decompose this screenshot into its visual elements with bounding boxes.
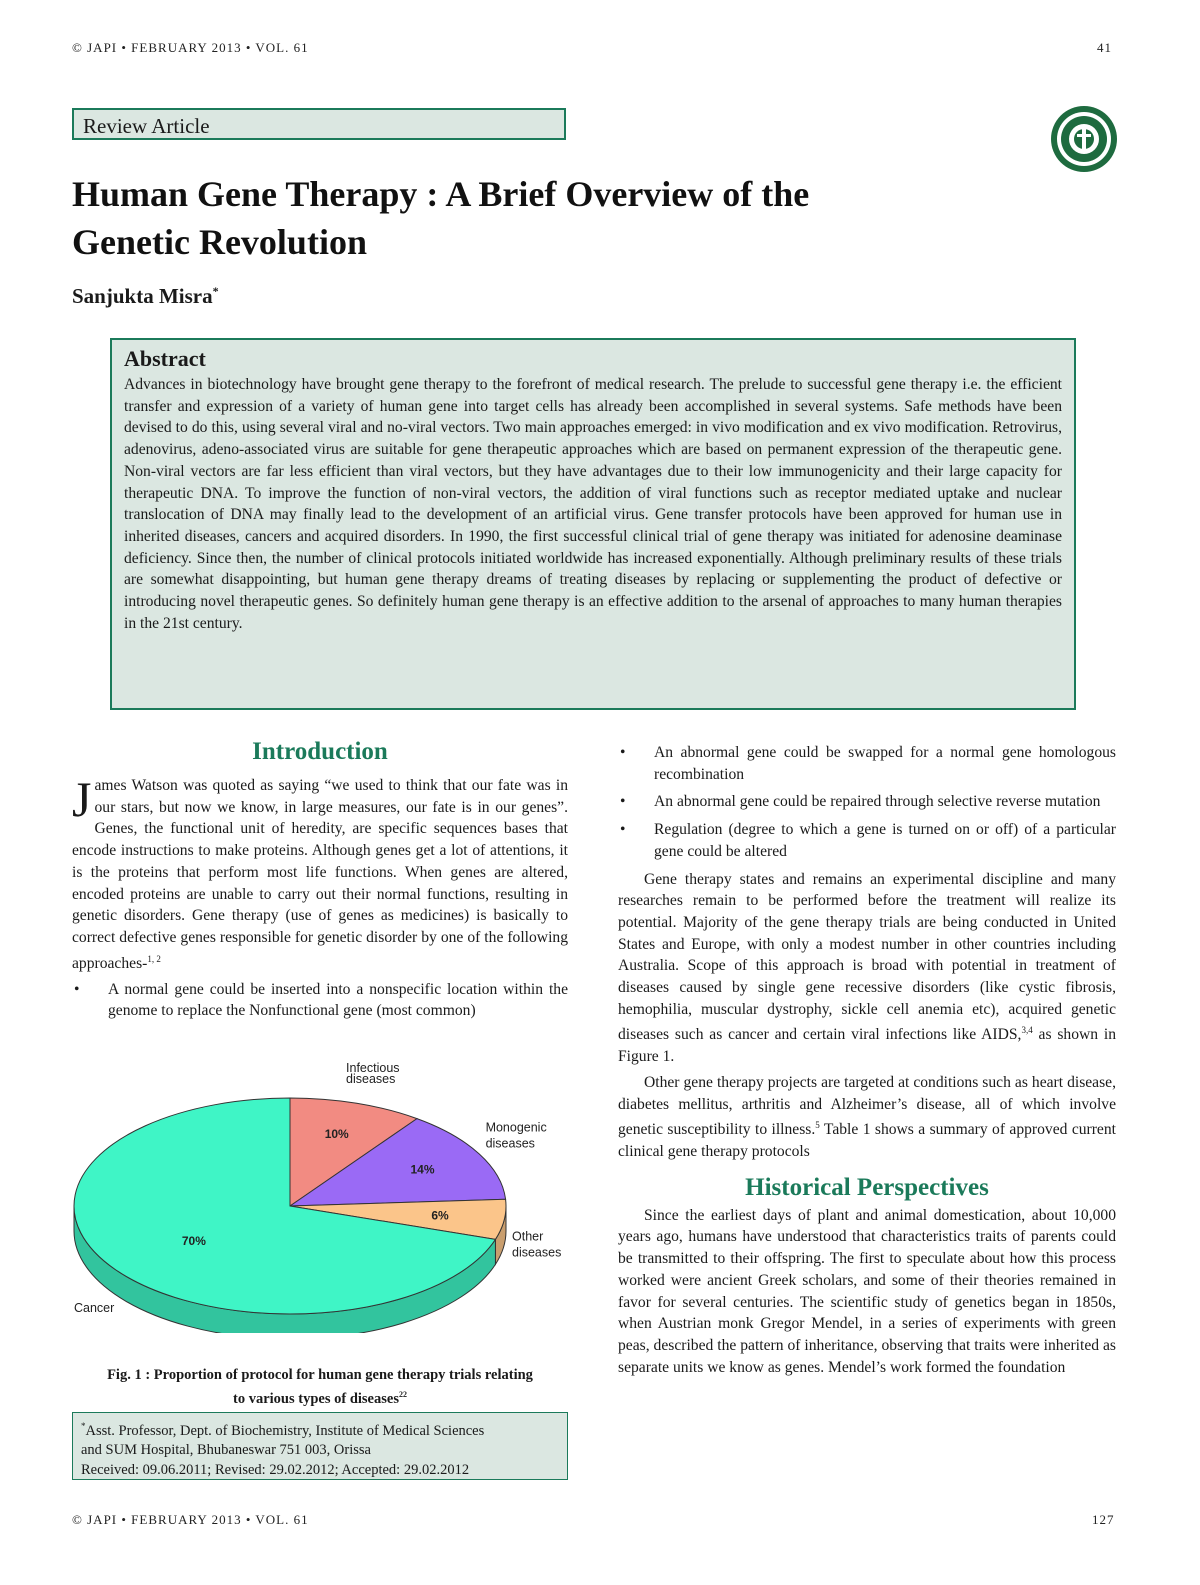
pie-value-label-cancer: 70% bbox=[181, 1233, 206, 1248]
title-line-1: Human Gene Therapy : A Brief Overview of the bbox=[72, 174, 810, 214]
author-footnote bbox=[72, 1412, 568, 1480]
abstract-box bbox=[110, 338, 1076, 710]
pie-category-label-monogenic-diseases: diseases bbox=[485, 1136, 535, 1151]
abstract-heading: Abstract bbox=[124, 346, 206, 371]
footnote-affiliation: Asst. Professor, Dept. of Biochemistry, Institute of Medical Sciences bbox=[85, 1422, 485, 1439]
drop-cap: J bbox=[72, 771, 92, 827]
paragraph-other-text: Other gene therapy projects are targeted at conditions such as heart disease, diabetes mellitus, arthritis and Alzheimer’s disease, all of which involve genetic susceptibility to illness. bbox=[618, 1074, 1116, 1139]
footnote-mark: * bbox=[81, 1421, 86, 1431]
author-mark: * bbox=[212, 284, 219, 298]
caption-line-1: Fig. 1 : Proportion of protocol for human gene therapy trials relating bbox=[107, 1367, 533, 1383]
figure-caption bbox=[72, 1366, 568, 1409]
historical-heading: Historical Perspectives bbox=[745, 1174, 989, 1202]
pie-category-label-infectious-diseases: Infectious bbox=[346, 1061, 400, 1075]
page-number-bottom: 127 bbox=[1092, 1512, 1115, 1527]
paragraph-other-tail: Table 1 shows a summary of approved current clinical gene therapy protocols bbox=[618, 1121, 1116, 1161]
author-text: Sanjukta Misra bbox=[72, 284, 213, 308]
left-column bbox=[72, 771, 568, 1028]
footnote-line-2: and SUM Hospital, Bhubaneswar 751 003, Orissa bbox=[81, 1442, 371, 1459]
pie-chart-figure bbox=[72, 1058, 568, 1333]
footnote-line-1 bbox=[81, 1417, 559, 1441]
paragraph-other-projects bbox=[618, 1072, 1116, 1163]
caption-line-2-wrap bbox=[72, 1385, 568, 1409]
paragraph-history: Since the earliest days of plant and animal domestication, about 10,000 years ago, humans have understood that characteristics traits of parents could be transmitted to their offspring. The first to speculate about how this process worked were ancient Greek scholars, and some of their theories remained in favor for several centuries. The scientific study of genetics began in 1850s, when Austrian monk Gregor Mendel, in a series of experiments with green peas, described the pattern of inheritance, observing that traits were inherited as separate units we know as genes. Mendel’s work formed the foundation bbox=[618, 1206, 1116, 1376]
caption-ref: 22 bbox=[398, 1390, 407, 1399]
pie-category-label-other-diseases: Other bbox=[512, 1229, 544, 1244]
bullet-item-3: • An abnormal gene could be repaired through selective reverse mutation bbox=[618, 791, 1116, 813]
pie-category-label-other-diseases: diseases bbox=[512, 1245, 562, 1260]
footnote-line-3: Received: 09.06.2011; Revised: 29.02.2012; Accepted: 29.02.2012 bbox=[81, 1461, 470, 1478]
paragraph-scope bbox=[618, 869, 1116, 1069]
intro-refs: 1, 2 bbox=[147, 953, 161, 964]
abstract-text: Advances in biotechnology have brought gene therapy to the forefront of medical research. The prelude to successful gene therapy i.e. the efficient transfer and expression of a variety of human gene into target cells has already been accomplished in several systems. Safe methods have been devised to do this, using several viral and no-viral vectors. Two main approaches emerged: in vivo modification and ex vivo modification. Retrovirus, adenovirus, adeno-associated virus are suitable for gene therapeutic approaches which are based on permanent expression of the therapeutic gene. Non-viral vectors are far less efficient than viral vectors, but they have advantages due to their low immunogenicity and their large capacity for therapeutic DNA. To improve the function of non-viral vectors, the addition of viral functions such as receptor mediated uptake and nuclear translocation of DNA may finally lead to the development of an artificial virus. Gene transfer protocols have been approved for human use in inherited diseases, cancers and acquired disorders. In 1990, the first successful clinical trial of gene therapy was initiated for adenosine deaminase deficiency. Since then, the number of clinical protocols initiated worldwide has increased exponentially. Although preliminary results of these trials are somewhat disappointing, but human gene therapy dreams of treating diseases by replacing or supplementing the product of defective or introducing novel therapeutic genes. So definitely human gene therapy is an effective addition to the arsenal of approaches to many human therapies in the 21st century. bbox=[124, 376, 1062, 632]
bullet-item-1: • A normal gene could be inserted into a nonspecific location within the genome to replace the Nonfunctional gene (most common) bbox=[72, 979, 568, 1022]
caption-line-2: to various types of diseases bbox=[233, 1390, 399, 1407]
paragraph-scope-text: Gene therapy states and remains an experimental discipline and many researches remain to be performed before the treatment will realize its potential. Majority of the gene therapy trials are being conducted in United States and Europe, with only a modest number in other countries including Australia. Scope of this approach is broad with potential in treatment of diseases caused by single gene recessive disorders (like cystic fibrosis, hemophilia, muscular dystrophy, sickle cell anemia etc), acquired genetic diseases such as cancer and certain viral infections like AIDS, bbox=[618, 870, 1116, 1044]
running-footer: © JAPI • FEBRUARY 2013 • VOL. 61 bbox=[72, 1512, 309, 1527]
introduction-heading: Introduction bbox=[252, 738, 388, 765]
right-column bbox=[618, 738, 1116, 1378]
title-line-2: Genetic Revolution bbox=[72, 222, 367, 262]
pie-value-label-infectious-diseases: 10% bbox=[324, 1127, 349, 1142]
paragraph-scope-refs: 3,4 bbox=[1021, 1025, 1033, 1036]
bullet-item-4: • Regulation (degree to which a gene is turned on or off) of a particular gene could be altered bbox=[618, 819, 1116, 862]
pie-category-label-infectious-diseases: diseases bbox=[346, 1071, 396, 1086]
page-number-top: 41 bbox=[1097, 40, 1112, 55]
intro-text: ames Watson was quoted as saying “we used to think that our fate was in our stars, but now we know, in large measures, our fate is in our genes”. Genes, the functional unit of heredity, are specific sequences bases that encode instructions to make proteins. Although genes get a lot of attentions, it is the proteins that perform most life functions. When genes are altered, encoded proteins are unable to carry out their normal functions, resulting in genetic disorders. Gene therapy (use of genes as medicines) is basically to correct defective genes responsible for genetic disorder by one of the following approaches- bbox=[72, 777, 568, 972]
intro-paragraph bbox=[72, 771, 568, 975]
paragraph-scope-tail: as shown in Figure 1. bbox=[618, 1026, 1116, 1066]
pie-value-label-other-diseases: 6% bbox=[431, 1208, 449, 1223]
pie-category-label-monogenic-diseases: Monogenic bbox=[485, 1120, 547, 1135]
pie-category-label-cancer: Cancer bbox=[74, 1301, 115, 1316]
article-type-badge: Review Article bbox=[72, 108, 566, 140]
article-title bbox=[72, 170, 1032, 266]
running-header: © JAPI • FEBRUARY 2013 • VOL. 61 bbox=[72, 40, 309, 55]
pie-value-label-monogenic-diseases: 14% bbox=[410, 1162, 435, 1177]
bullet-item-2: • An abnormal gene could be swapped for a normal gene homologous recombination bbox=[618, 742, 1116, 785]
author-name bbox=[72, 284, 219, 309]
paragraph-other-ref: 5 bbox=[815, 1120, 820, 1131]
journal-seal-logo bbox=[1049, 104, 1119, 174]
